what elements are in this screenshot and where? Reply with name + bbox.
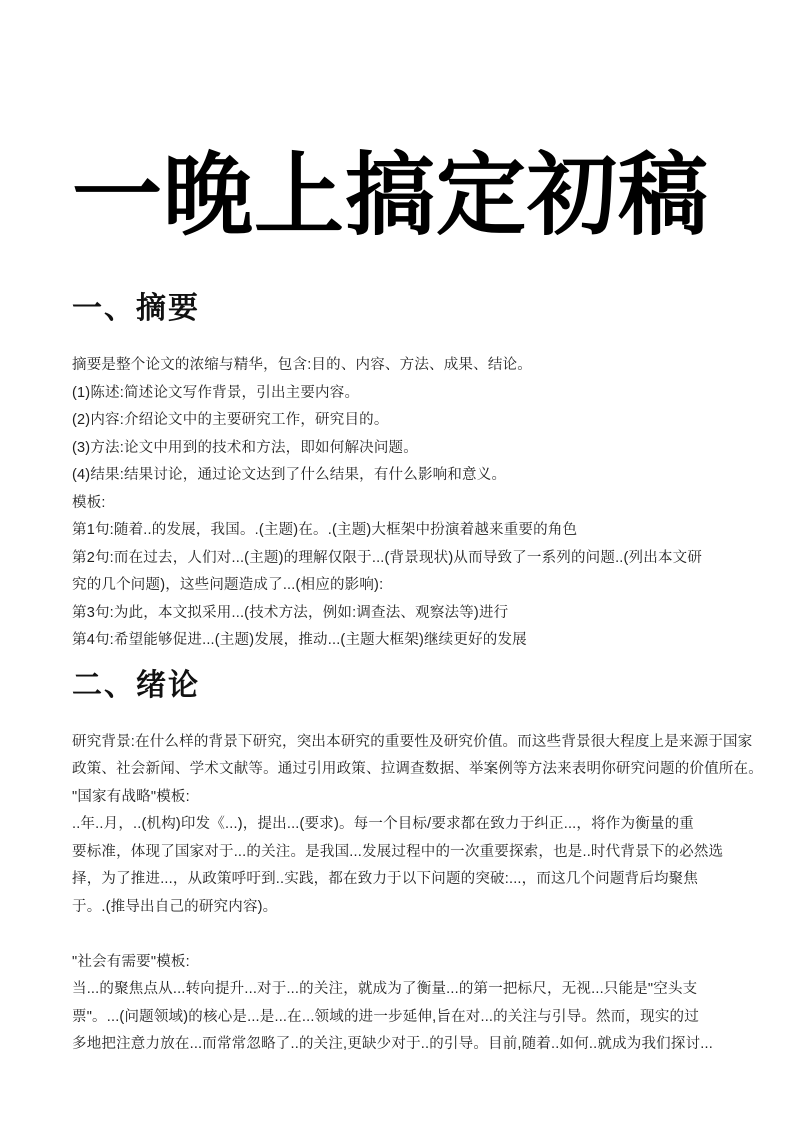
document-title: 一晚上搞定初稿: [72, 146, 709, 246]
body-line: 多地把注意力放在...而常常忽略了..的关注,更缺少对于..的引导。目前,随着..如何..就成为我们探讨...: [72, 1036, 713, 1052]
body-line: 票"。...(问题领域)的核心是...是...在...领域的进一步延伸,旨在对...的关注与引导。然而，现实的过: [72, 1008, 699, 1025]
body-line: (3)方法:论文中用到的技术和方法，即如何解决问题。: [72, 439, 418, 456]
body-line: 第1句:随着..的发展，我国。.(主题)在。.(主题)大框架中扮演着越来重要的角色: [72, 522, 578, 538]
body-line: 政策、社会新闻、学术文献等。通过引用政策、拉调查数据、举案例等方法来表明你研究问题的价值所在。: [72, 761, 763, 777]
body-line: [72, 921, 740, 949]
section-abstract-body: [72, 352, 740, 655]
body-line: 当...的聚焦点从...转向提升...对于...的关注，就成为了衡量...的第一把标尺，无视...只能是"空头支: [72, 981, 698, 997]
section-introduction: [72, 667, 763, 1059]
body-line: (1)陈述:简述论文写作背景，引出主要内容。: [72, 384, 360, 401]
body-line: 摘要是整个论文的浓缩与精华，包含:目的、内容、方法、成果、结论。: [72, 357, 532, 373]
body-line: (2)内容:介绍论文中的主要研究工作，研究目的。: [72, 412, 389, 428]
body-line: 模板:: [72, 494, 106, 511]
body-line: 于。.(推导出自己的研究内容)。: [72, 898, 278, 915]
section-abstract-heading: 一、摘要: [72, 292, 200, 325]
body-line: 研究背景:在什么样的背景下研究，突出本研究的重要性及研究价值。而这些背景很大程度上是来源于国家: [72, 733, 753, 750]
body-line: ..年..月，..(机构)印发《...)，提出...(要求)。每一个目标/要求都在致力于纠正...，将作为衡量的重: [72, 816, 694, 832]
section-introduction-body: [72, 729, 763, 1059]
body-line: 第2句:而在过去，人们对...(主题)的理解仅限于...(背景现状)从而导致了一系列的问题..(列出本文研: [72, 549, 703, 566]
body-line: 要标准，体现了国家对于...的关注。是我国...发展过程中的一次重要探索，也是..时代背景下的必然选: [72, 843, 724, 860]
body-line: 第3句:为此，本文拟采用...(技术方法，例如:调查法、观察法等)进行: [72, 604, 509, 621]
body-line: 第4句:希望能够促进...(主题)发展，推动...(主题大框架)继续更好的发展: [72, 632, 527, 648]
section-abstract: [72, 290, 740, 655]
body-line: "社会有需要"模板:: [72, 953, 190, 970]
body-line: (4)结果:结果讨论，通过论文达到了什么结果，有什么影响和意义。: [72, 467, 507, 483]
body-line: 究的几个问题)，这些问题造成了...(相应的影响):: [72, 577, 384, 593]
body-line: "国家有战略"模板:: [72, 788, 190, 805]
body-line: 择，为了推进...，从政策呼吁到..实践，都在致力于以下问题的突破:...，而这几个问题背后均聚焦: [72, 871, 699, 887]
section-introduction-heading: 二、绪论: [72, 668, 200, 702]
